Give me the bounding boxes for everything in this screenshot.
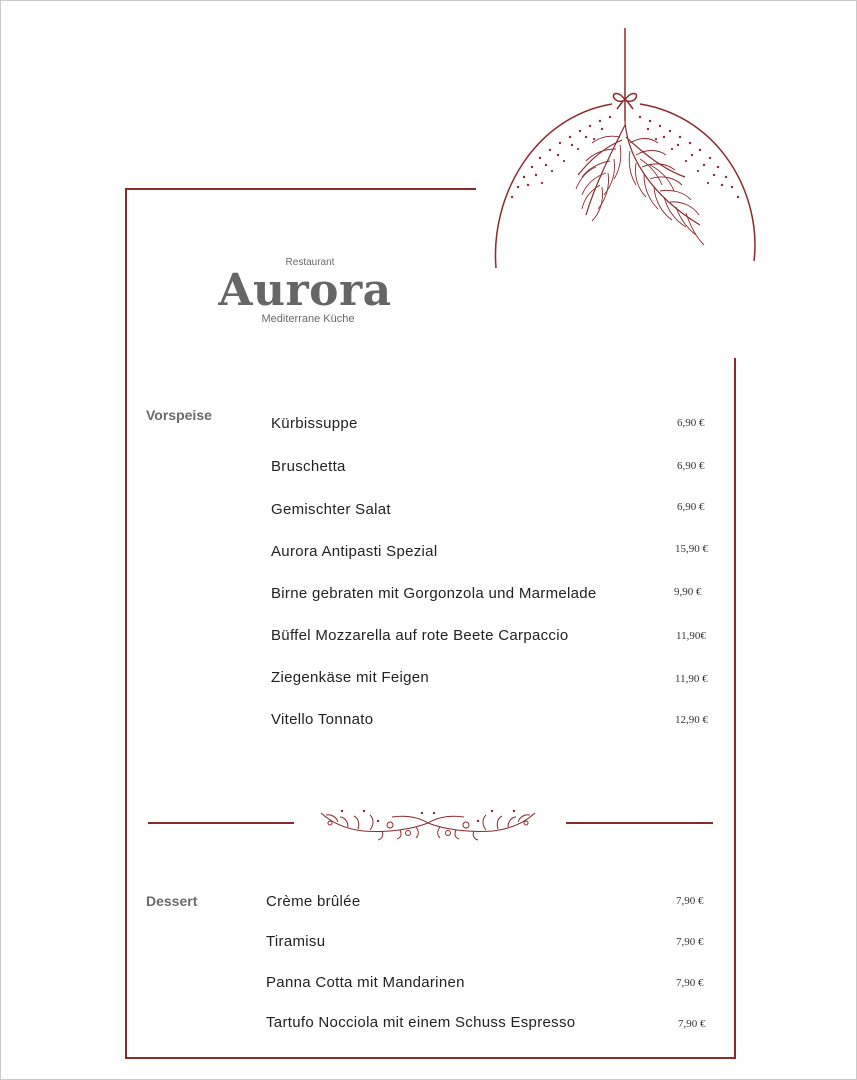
menu-item-price: 7,90 € xyxy=(676,977,704,989)
menu-item-name: Bruschetta xyxy=(271,458,346,475)
menu-item-price: 6,90 € xyxy=(677,501,705,513)
restaurant-logo xyxy=(205,257,405,325)
logo-restaurant-label: Restaurant xyxy=(285,257,335,268)
menu-item-name: Vitello Tonnato xyxy=(271,711,374,728)
menu-item-price: 11,90€ xyxy=(676,630,706,642)
section-title-vorspeise: Vorspeise xyxy=(146,407,212,423)
menu-item-price: 11,90 € xyxy=(675,673,708,685)
menu-item-price: 7,90 € xyxy=(676,895,704,907)
menu-item-price: 6,90 € xyxy=(677,417,705,429)
menu-item-price: 12,90 € xyxy=(675,714,708,726)
menu-item-name: Birne gebraten mit Gorgonzola und Marmelade xyxy=(271,585,597,602)
frame-right-line xyxy=(734,358,736,1059)
menu-item-price: 9,90 € xyxy=(674,586,702,598)
logo-subtitle: Mediterrane Küche xyxy=(261,313,355,325)
menu-item-name: Büffel Mozzarella auf rote Beete Carpaccio xyxy=(271,627,569,644)
menu-item-name: Aurora Antipasti Spezial xyxy=(271,543,438,560)
menu-item-name: Kürbissuppe xyxy=(271,415,358,432)
menu-item-name: Gemischter Salat xyxy=(271,501,391,518)
menu-item-name: Ziegenkäse mit Feigen xyxy=(271,669,430,686)
frame-left-line xyxy=(125,188,127,1059)
frame-top-line xyxy=(125,188,476,190)
menu-item-price: 6,90 € xyxy=(677,460,705,472)
menu-item-price: 7,90 € xyxy=(676,936,704,948)
divider-line-left xyxy=(148,822,294,824)
floral-divider-icon xyxy=(318,803,538,841)
divider-line-right xyxy=(566,822,713,824)
menu-item-name: Tiramisu xyxy=(266,933,326,950)
logo-name: Aurora xyxy=(218,265,392,316)
frame-bottom-line xyxy=(125,1057,736,1059)
menu-item-name: Crème brûlée xyxy=(266,893,361,910)
menu-item-price: 15,90 € xyxy=(675,543,708,555)
section-title-dessert: Dessert xyxy=(146,893,198,909)
menu-item-price: 7,90 € xyxy=(678,1018,706,1030)
menu-item-name: Tartufo Nocciola mit einem Schuss Espresso xyxy=(266,1014,576,1031)
menu-item-name: Panna Cotta mit Mandarinen xyxy=(266,974,465,991)
christmas-ornament-icon xyxy=(490,25,760,270)
